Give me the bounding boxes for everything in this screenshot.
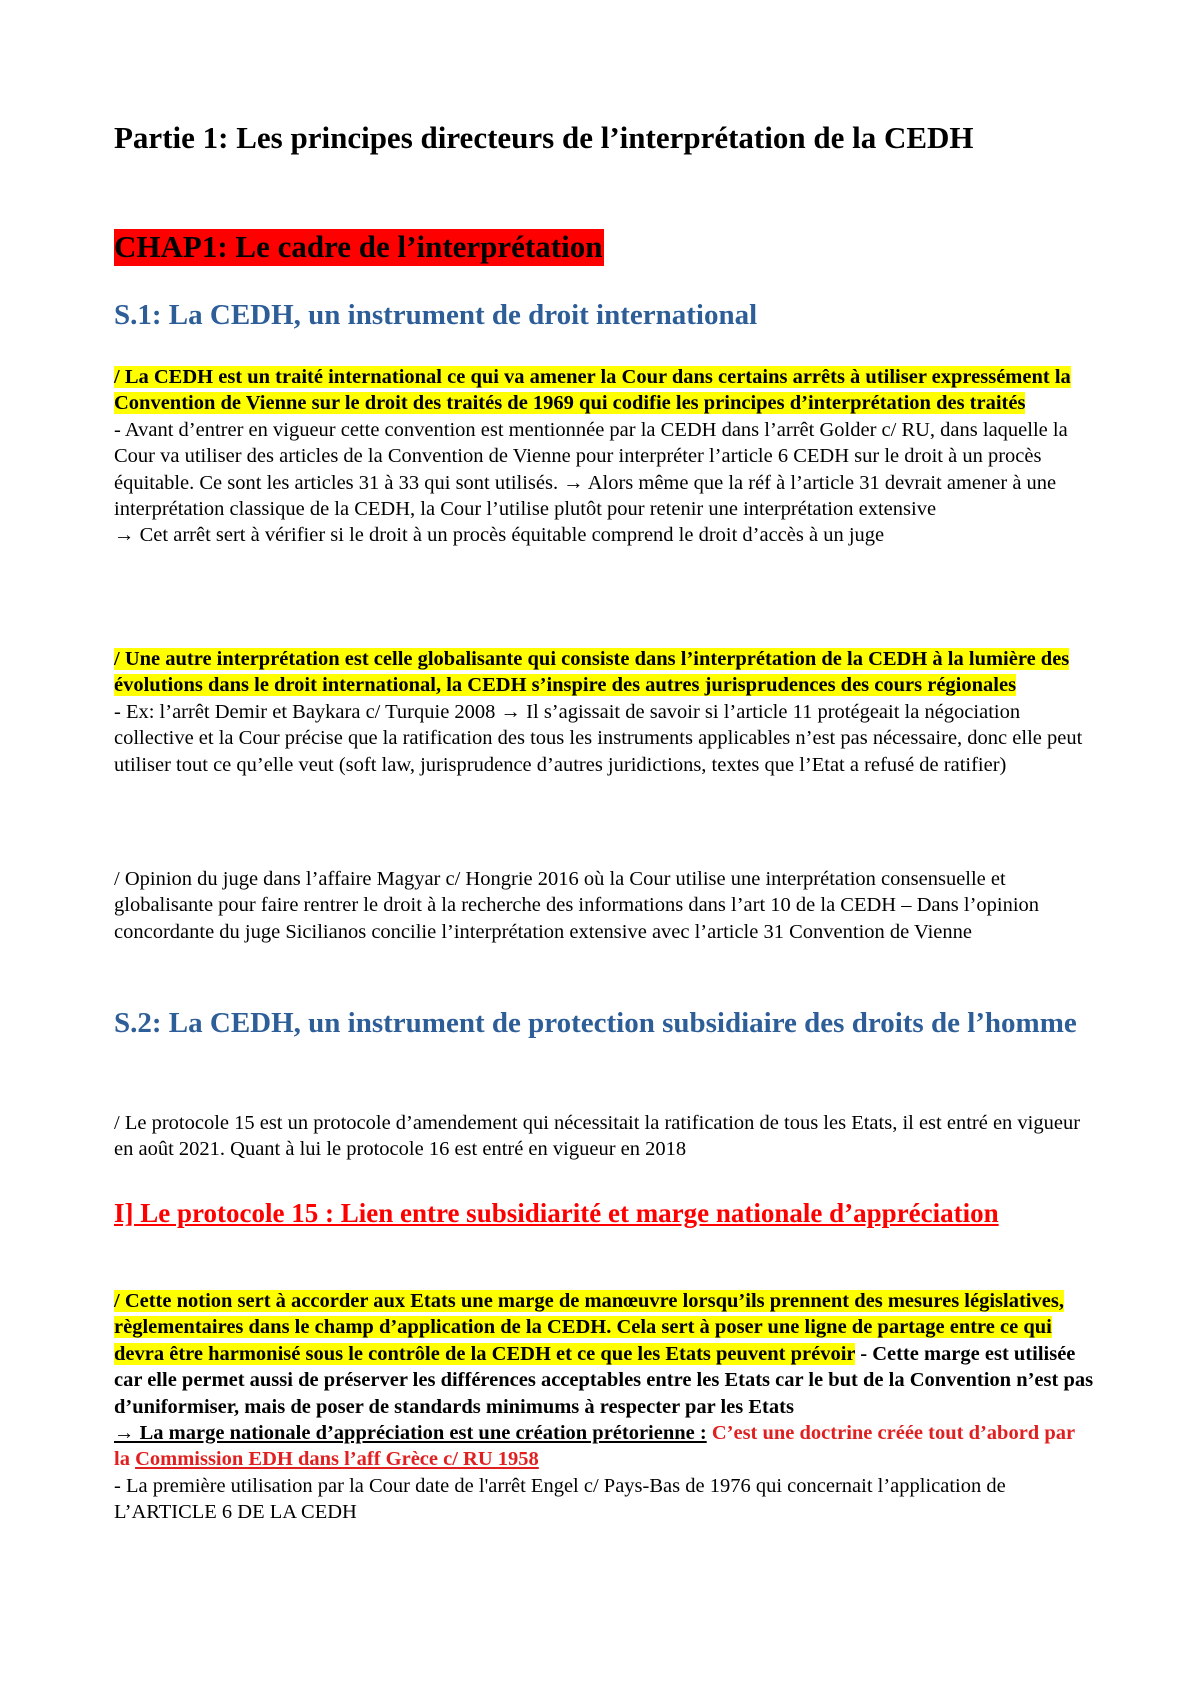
paragraph-magyar <box>114 866 1094 945</box>
body-text: / Opinion du juge dans l’affaire Magyar c/ Hongrie 2016 où la Cour utilise une interprétation consensuelle et globalisante pour faire rentrer le droit à la recherche des informations dans l’art 10 de la CEDH – Dans l’opinion concordante du juge Sicilianos concilie l’interprétation extensive avec l’article 31 Convention de Vienne <box>114 868 1040 943</box>
subsection-title: I] Le protocole 15 : Lien entre subsidiarité et marge nationale d’appréciation <box>114 1198 999 1228</box>
paragraph-globalisante <box>114 646 1094 778</box>
section-1-title: S.1: La CEDH, un instrument de droit international <box>114 299 758 331</box>
chapter-title-text: CHAP1: Le cadre de l’interprétation <box>114 229 603 264</box>
part-title: Partie 1: Les principes directeurs de l’interprétation de la CEDH <box>114 120 974 155</box>
highlighted-text: / Une autre interprétation est celle globalisante qui consiste dans l’interprétation de la CEDH à la lumière des évolutions dans le droit international, la CEDH s’inspire des autres jurisprudences des cours régionales <box>114 648 1070 697</box>
bold-text: - Cette marge est utilisée car elle permet aussi de préserver les différences acceptables entre les Etats car le but de la Convention n’est pas d’uniformiser, mais de poser de standards minimums à respecter par les Etats <box>114 1342 1094 1418</box>
body-text: - Ex: l’arrêt Demir et Baykara c/ Turquie 2008 → Il s’agissait de savoir si l’article 11 protégeait la négociation collective et la Cour précise que la ratification des tous les instruments applicables n’est pas nécessaire, donc elle peut utiliser tout ce qu’elle veut (soft law, jurisprudence d’autres juridictions, textes que l’Etat a refusé de ratifier) <box>114 700 1083 776</box>
red-underlined-text: Commission EDH dans l’aff Grèce c/ RU 1958 <box>135 1448 539 1471</box>
chapter-title <box>114 226 1094 268</box>
body-text: - La première utilisation par la Cour date de l'arrêt Engel c/ Pays-Bas de 1976 qui concernait l’application de L’ARTICLE 6 DE LA CEDH <box>114 1474 1006 1524</box>
section-2-title: S.2: La CEDH, un instrument de protection subsidiaire des droits de l’homme <box>114 1007 1077 1039</box>
paragraph-vienna-convention <box>114 364 1094 549</box>
body-text: / Le protocole 15 est un protocole d’amendement qui nécessitait la ratification de tous les Etats, il est entré en vigueur en août 2021. Quant à lui le protocole 16 est entré en vigueur en 2018 <box>114 1112 1081 1161</box>
highlighted-text: / La CEDH est un traité international ce qui va amener la Cour dans certains arrêts à utiliser expressément la Convention de Vienne sur le droit des traités de 1969 qui codifie les principes d’interprétation des traités <box>114 366 1071 415</box>
paragraph-protocole <box>114 1110 1094 1163</box>
underlined-bold-text: → La marge nationale d’appréciation est une création prétorienne : <box>114 1422 707 1445</box>
red-text: C’est une doctrine créée tout d’abord par la <box>114 1422 1075 1471</box>
body-text: - Avant d’entrer en vigueur cette convention est mentionnée par la CEDH dans l’arrêt Golder c/ RU, dans laquelle la Cour va utiliser des articles de la Convention de Vienne pour interpréter l’article 6 CEDH sur le droit à un procès équitable. Ce sont les articles 31 à 33 qui sont utilisés. → Alors même que la réf à l’article 31 devrait amener à une interprétation classique de la CEDH, la Cour l’utilise plutôt pour retenir une interprétation extensive <box>114 418 1068 521</box>
paragraph-marge-nationale <box>114 1288 1094 1526</box>
highlighted-text: / Cette notion sert à accorder aux Etats une marge de manœuvre lorsqu’ils prennent des mesures législatives, règlementaires dans le champ d’application de la CEDH. Cela sert à poser une ligne de partage entre ce qui devra être harmonisé sous le contrôle de la CEDH et ce que les Etats peuvent prévoir <box>114 1290 1064 1365</box>
body-text-arrow: → Cet arrêt sert à vérifier si le droit à un procès équitable comprend le droit d’accès à un juge <box>114 524 885 547</box>
